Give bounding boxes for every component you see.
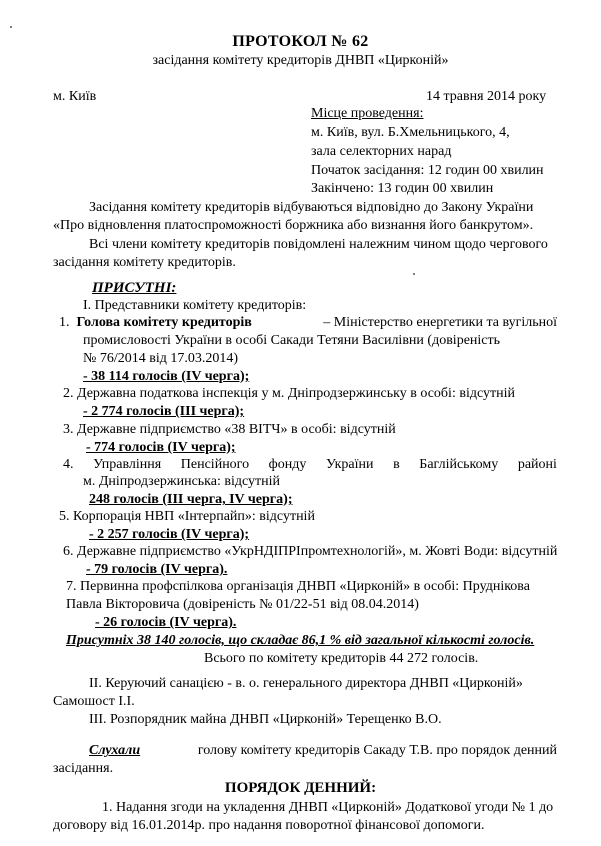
votes: - 774 голосів (IV черга); [86, 440, 236, 455]
document-subtitle: засідання комітету кредиторів ДНВП «Цирконій» [152, 53, 449, 68]
officer-line: ІІ. Керуючий санацією - в. о. генерального директора ДНВП «Цирконій» [89, 676, 523, 691]
heard-label: Слухали [89, 743, 141, 758]
end-time: Закінчено: 13 годин 00 хвилин [311, 181, 494, 196]
votes: - 79 голосів (IV черга). [86, 562, 228, 577]
member-role: Голова комітету кредиторів [76, 315, 252, 330]
votes: - 38 114 голосів (IV черга); [83, 369, 250, 384]
section-heading: І. Представники комітету кредиторів: [83, 298, 307, 313]
votes: 248 голосів (ІІІ черга, IV черга); [89, 492, 293, 507]
member-number: 1. [59, 315, 70, 330]
heard-text: голову комітету кредиторів Сакаду Т.В. про порядок денний [197, 743, 557, 758]
heard-line: засідання. [53, 761, 114, 776]
votes: - 2 774 голосів (ІІІ черга); [83, 404, 245, 419]
officer-line: ІІІ. Розпорядник майна ДНВП «Цирконій» Терещенко В.О. [89, 712, 442, 727]
member-line: 6. Державне підприємство «УкрНДІПРІпромтехнологій», м. Жовті Води: відсутній [63, 544, 558, 559]
member-line: 3. Державне підприємство «38 ВІТЧ» в особі: відсутній [63, 422, 396, 437]
votes: - 26 голосів (IV черга). [95, 615, 237, 630]
member-line: 2. Державна податкова інспекція у м. Дніпродзержинську в особі: відсутній [63, 386, 515, 401]
start-time: Початок засідання: 12 годин 00 хвилин [311, 163, 544, 178]
member-4-line: 4. Управління Пенсійного фонду України в Баглійському районі [63, 457, 557, 472]
present-heading: ПРИСУТНІ: [92, 280, 177, 296]
member-line: 7. Первинна профспілкова організація ДНВП «Цирконій» в особі: Пруднікова [66, 579, 530, 594]
intro-line: «Про відновлення платоспроможності боржника або визнання його банкрутом». [53, 218, 534, 233]
member-line: 5. Корпорація НВП «Інтерпайп»: відсутній [59, 509, 315, 524]
intro-line: Всі члени комітету кредиторів повідомлені належним чином щодо чергового [89, 237, 548, 252]
member-line: м. Дніпродзержинська: відсутній [83, 474, 281, 489]
total-votes: Всього по комітету кредиторів 44 272 голосів. [204, 651, 479, 666]
venue-address: м. Київ, вул. Б.Хмельницького, 4, [311, 125, 510, 140]
scan-dot [413, 273, 415, 275]
heard-line [89, 742, 557, 759]
intro-line: Засідання комітету кредиторів відбуваються відповідно до Закону України [89, 200, 534, 215]
member-line: № 76/2014 від 17.03.2014) [83, 351, 239, 366]
member-organization: – Міністерство енергетики та вугільної [323, 315, 557, 330]
member-number: 4. [63, 457, 74, 472]
agenda-item: 1. Надання згоди на укладення ДНВП «Цирконій» Додаткової угоди № 1 до [102, 800, 554, 815]
date: 14 травня 2014 року [426, 89, 547, 104]
venue-room: зала селекторних нарад [311, 144, 452, 159]
scan-dot [10, 26, 12, 28]
votes: - 2 257 голосів (IV черга); [89, 527, 250, 542]
venue-label: Місце проведення: [311, 106, 424, 121]
officer-line: Самошост І.І. [53, 694, 135, 709]
member-1-line [59, 314, 557, 331]
intro-line: засідання комітету кредиторів. [53, 255, 236, 270]
member-line: Павла Вікторовича (довіреність № 01/22-51 від 08.04.2014) [66, 597, 419, 612]
agenda-item: договору від 16.01.2014р. про надання поворотної фінансової допомоги. [53, 818, 485, 833]
document-title: ПРОТОКОЛ № 62 [232, 33, 369, 50]
city: м. Київ [53, 89, 97, 104]
agenda-heading: ПОРЯДОК ДЕННИЙ: [224, 780, 377, 796]
attendance-summary: Присутніх 38 140 голосів, що складає 86,1 % від загальної кількості голосів. [66, 633, 535, 648]
member-line: промисловості України в особі Сакади Тетяни Василівни (довіреність [83, 333, 501, 348]
